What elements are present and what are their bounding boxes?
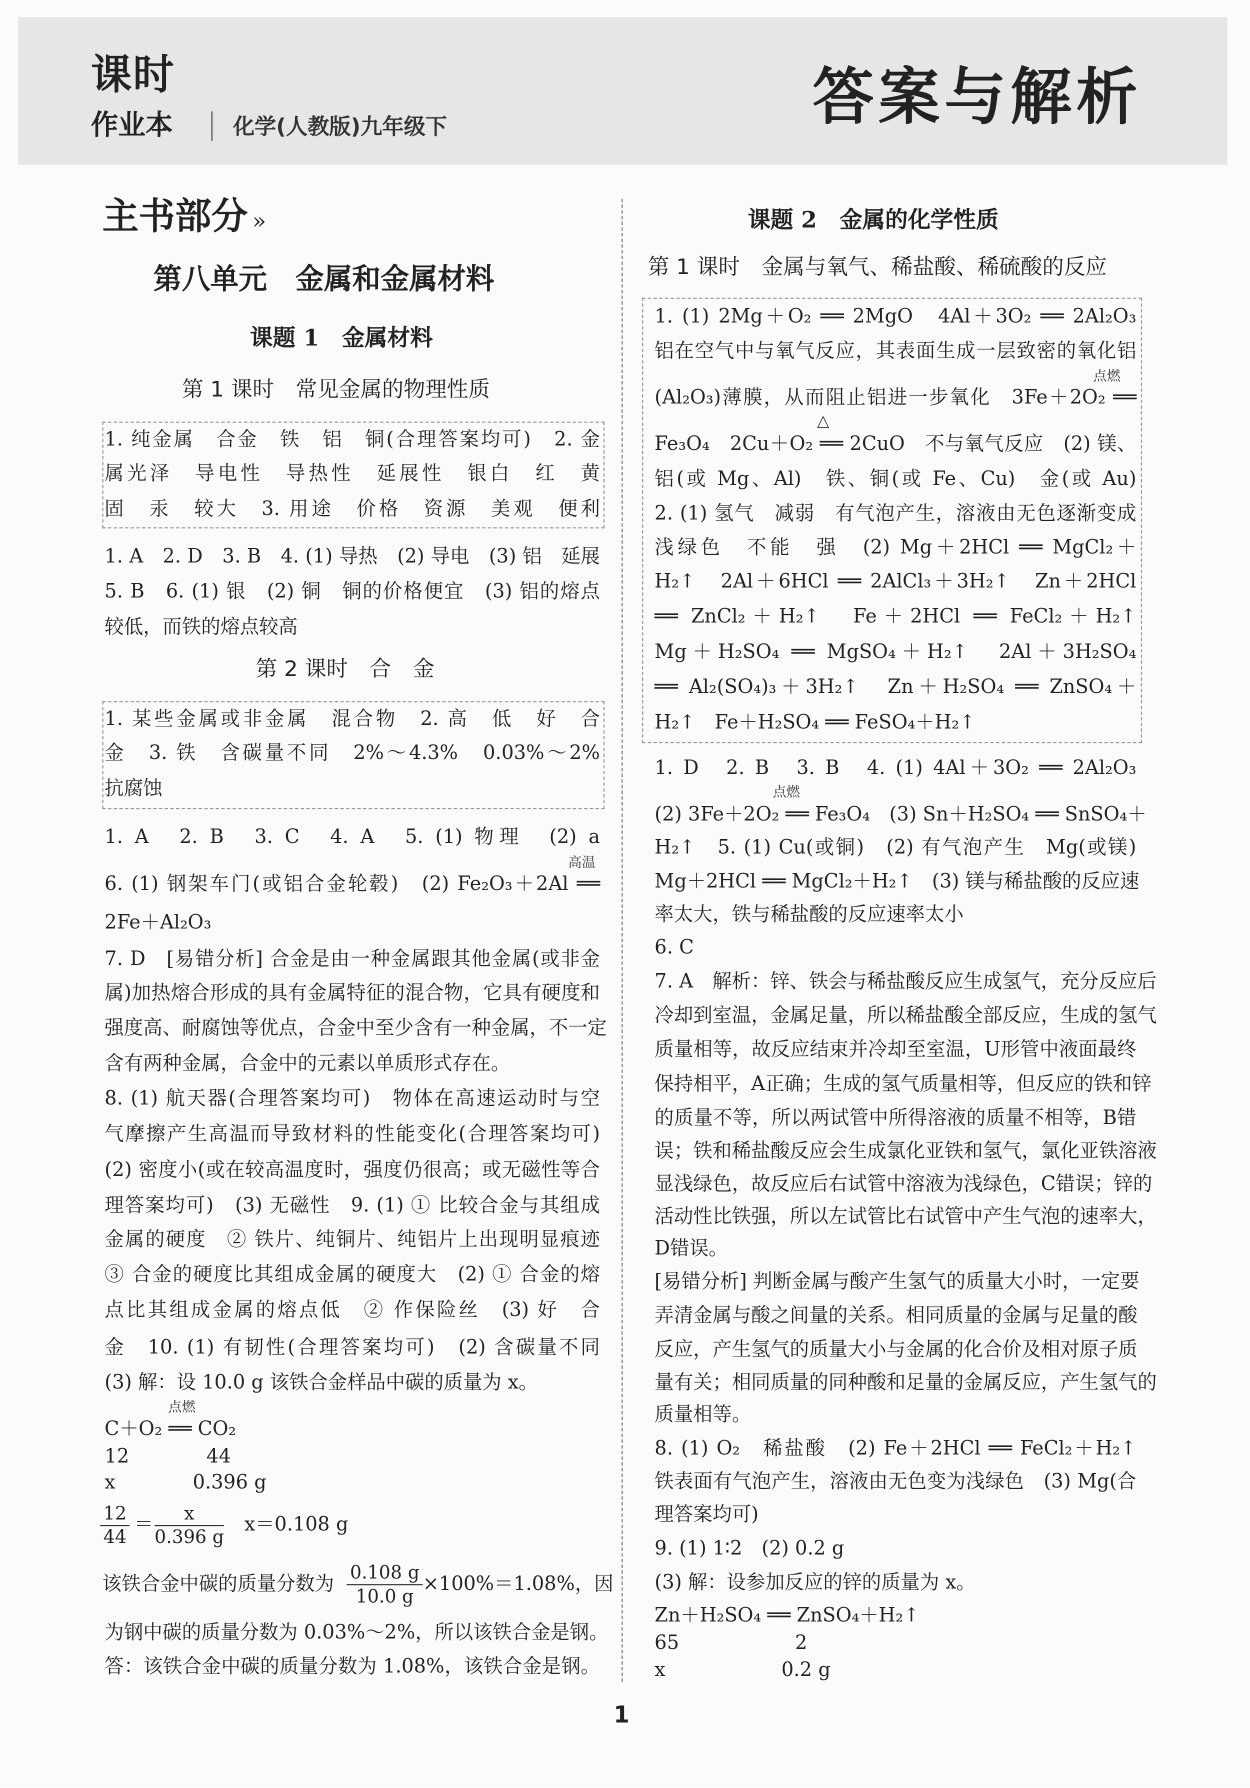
- lesson-title: 第 2 课时 合 金: [255, 656, 435, 682]
- answer-line: 理答案均可): [654, 1503, 759, 1527]
- reaction-condition: 点燃: [1093, 368, 1121, 385]
- equals-sign: ＝: [134, 1513, 154, 1537]
- answer-line: 固 汞 较大 3. 用途 价格 资源 美观 便利: [104, 497, 600, 521]
- denominator: 0.396 g: [154, 1526, 225, 1548]
- answer-line: 7. A 解析：锌、铁会与稀盐酸反应生成氢气，充分反应后: [654, 970, 1157, 994]
- answer-line: x 0.2 g: [654, 1659, 831, 1682]
- answer-line: 理答案均可) (3) 无磁性 9. (1) ① 比较合金与其组成: [104, 1194, 600, 1218]
- answer-line: 65 2: [654, 1631, 808, 1655]
- answer-line: ══ Al₂(SO₄)₃＋3H₂↑ Zn＋H₂SO₄ ══ ZnSO₄＋: [654, 676, 1137, 699]
- page-number: 1: [613, 1701, 630, 1729]
- answer-line: (Al₂O₃)薄膜，从而阻止铝进一步氧化 3Fe＋2O₂ ══: [654, 386, 1137, 410]
- answer-line: (3) 解：设 10.0 g 该铁合金样品中碳的质量为 x。: [104, 1371, 538, 1395]
- ratio-result: x＝0.108 g: [244, 1513, 349, 1537]
- answer-line: 6. (1) 钢架车门(或铝合金轮毂) (2) Fe₂O₃＋2Al ══: [104, 872, 600, 896]
- answer-line: Mg＋2HCl ══ MgCl₂＋H₂↑ (3) 镁与稀盐酸的反应速: [654, 870, 1140, 894]
- numerator: x: [155, 1502, 224, 1526]
- answer-line: 8. (1) 航天器(合理答案均可) 物体在高速运动时与空: [104, 1087, 600, 1111]
- answer-line: 量有关；相同质量的同种酸和足量的金属反应，产生氢气的: [654, 1371, 1157, 1395]
- denominator: 10.0 g: [355, 1585, 414, 1607]
- answer-line: 6. C: [654, 936, 694, 960]
- answer-line: Zn＋H₂SO₄ ══ ZnSO₄＋H₂↑: [654, 1604, 920, 1628]
- answer-line: 1. D 2. B 3. B 4. (1) 4Al＋3O₂ ══ 2Al₂O₃: [654, 756, 1137, 780]
- answer-line: 误；铁和稀盐酸反应会生成氯化亚铁和氢气，氯化亚铁溶液: [654, 1139, 1157, 1163]
- lesson-title: 第 1 课时 金属与氧气、稀盐酸、稀硫酸的反应: [647, 254, 1108, 280]
- answer-line: 属光泽 导电性 导热性 延展性 银白 红 黄: [104, 462, 600, 486]
- answer-line: 冷却到室温，金属足量，所以稀盐酸全部反应，生成的氢气: [654, 1004, 1157, 1028]
- answer-line: 1. 某些金属或非金属 混合物 2. 高 低 好 合: [104, 707, 600, 731]
- answer-line: 保持相平，A正确；生成的氢气质量相等，但反应的铁和锌: [654, 1072, 1152, 1096]
- answer-line: 1. 纯金属 合金 铁 铝 铜(合理答案均可) 2. 金: [104, 428, 600, 452]
- answer-line: 金属的硬度 ② 铁片、纯铜片、纯铝片上出现明显痕迹: [104, 1228, 600, 1252]
- ratio-fraction-right: [155, 1502, 224, 1549]
- answer-line: Mg＋H₂SO₄ ══ MgSO₄＋H₂↑ 2Al＋3H₂SO₄: [654, 640, 1137, 664]
- answer-line: 2Fe＋Al₂O₃: [104, 911, 212, 935]
- answer-line: (3) 解：设参加反应的锌的质量为 x。: [654, 1571, 976, 1595]
- ratio-fraction-left: [100, 1502, 130, 1549]
- answer-line: 为钢中碳的质量分数为 0.03%～2%，所以该铁合金是钢。: [104, 1621, 609, 1645]
- answer-line: 2. (1) 氢气 减弱 有气泡产生，溶液由无色逐渐变成: [654, 502, 1137, 525]
- answer-line: 8. (1) O₂ 稀盐酸 (2) Fe＋2HCl ══ FeCl₂＋H₂↑: [654, 1437, 1137, 1461]
- answer-line: 7. D [易错分析] 合金是由一种金属跟其他金属(或非金: [104, 947, 600, 971]
- denominator: 44: [103, 1526, 127, 1548]
- answer-line: 1. A 2. D 3. B 4. (1) 导热 (2) 导电 (3) 铝 延展: [104, 545, 600, 569]
- answer-line: 强度高、耐腐蚀等优点，合金中至少含有一种金属，不一定: [104, 1017, 607, 1040]
- answer-line: 1. A 2. B 3. C 4. A 5. (1) 物理 (2) a: [104, 826, 600, 849]
- answer-line: 12 44: [104, 1445, 231, 1469]
- topic-title: 课题 2 金属的化学性质: [747, 205, 999, 233]
- answer-line: 5. B 6. (1) 银 (2) 铜 铜的价格便宜 (3) 铝的熔点: [104, 580, 600, 604]
- answer-line: 抗腐蚀: [104, 777, 163, 800]
- answer-line: 点比其组成金属的熔点低 ② 作保险丝 (3) 好 合: [104, 1298, 600, 1322]
- answer-line: 弄清金属与酸之间量的关系。相同质量的金属与足量的酸: [654, 1304, 1138, 1328]
- mass-fraction: [347, 1561, 423, 1608]
- answer-line: Fe₃O₄ 2Cu＋O₂ ══ 2CuO 不与氧气反应 (2) 镁、: [654, 432, 1137, 456]
- mass-fraction-text: 该铁合金中碳的质量分数为: [102, 1572, 335, 1596]
- answer-line: 的质量不等，所以两试管中所得溶液的质量不相等，B错: [654, 1106, 1137, 1130]
- logo-line2: 作业本: [90, 109, 173, 141]
- numerator: 12: [100, 1502, 130, 1526]
- answer-line: 气摩擦产生高温而导致材料的性能变化(合理答案均可): [104, 1122, 600, 1146]
- answer-line: 含有两种金属，合金中的元素以单质形式存在。: [104, 1052, 511, 1075]
- answer-line: [易错分析] 判断金属与酸产生氢气的质量大小时，一定要: [654, 1270, 1140, 1294]
- answer-line: 反应，产生氢气的质量大小与金属的化合价及相对原子质: [654, 1338, 1138, 1362]
- answer-line: 较低，而铁的熔点较高: [104, 615, 298, 639]
- answer-line: C＋O₂ ══ CO₂: [104, 1418, 237, 1441]
- answer-line: 活动性比铁强，所以左试管比右试管中产生气泡的速率大，: [654, 1205, 1157, 1229]
- answer-line: D错误。: [654, 1237, 728, 1261]
- answer-line: 9. (1) 1∶2 (2) 0.2 g: [654, 1537, 845, 1561]
- logo-line1: 课时: [90, 52, 176, 99]
- answer-line: 铁表面有气泡产生，溶液由无色变为浅绿色 (3) Mg(合: [654, 1470, 1137, 1494]
- answer-line: (2) 密度小(或在较高温度时，强度仍很高；或无磁性等合: [104, 1159, 600, 1182]
- answer-line: 质量相等，故反应结束并冷却至室温，U形管中液面最终: [654, 1038, 1137, 1062]
- answer-line: 1. (1) 2Mg＋O₂ ══ 2MgO 4Al＋3O₂ ══ 2Al₂O₃: [654, 305, 1137, 329]
- mass-fraction-result: ×100%＝1.08%，因: [422, 1572, 614, 1596]
- answer-line: H₂↑ 5. (1) Cu(或铜) (2) 有气泡产生 Mg(或镁): [654, 836, 1137, 860]
- reaction-condition: 点燃: [772, 784, 801, 800]
- answer-line: H₂↑ 2Al＋6HCl ══ 2AlCl₃＋3H₂↑ Zn＋2HCl: [654, 570, 1137, 594]
- topic-title: 课题 1 金属材料: [249, 323, 433, 352]
- answer-line: 率太大，铁与稀盐酸的反应速率太小: [654, 903, 964, 927]
- answer-line: 属)加热熔合形成的具有金属特征的混合物，它具有硬度和: [104, 981, 600, 1005]
- reaction-condition: 高温: [568, 854, 596, 871]
- answer-line: H₂↑ Fe＋H₂SO₄ ══ FeSO₄＋H₂↑: [654, 711, 976, 735]
- section-mark: »: [252, 206, 267, 235]
- answer-line: 铝(或 Mg、Al) 铁、铜(或 Fe、Cu) 金(或 Au): [654, 468, 1137, 491]
- answer-line: 答：该铁合金中碳的质量分数为 1.08%，该铁合金是钢。: [104, 1655, 600, 1679]
- answer-line: (2) 3Fe＋2O₂ ══ Fe₃O₄ (3) Sn＋H₂SO₄ ══ SnSO₄＋: [654, 803, 1147, 827]
- unit-title: 第八单元 金属和金属材料: [153, 262, 495, 296]
- answer-line: 显浅绿色，故反应后右试管中溶液为浅绿色，C错误；锌的: [654, 1172, 1153, 1196]
- answer-line: ══ ZnCl₂＋H₂↑ Fe＋2HCl ══ FeCl₂＋H₂↑: [654, 605, 1137, 629]
- answer-line: 金 10. (1) 有韧性(合理答案均可) (2) 含碳量不同: [104, 1336, 600, 1360]
- answer-line: 浅绿色 不能 强 (2) Mg＋2HCl ══ MgCl₂＋: [654, 536, 1137, 560]
- answer-line: 金 3. 铁 含碳量不同 2%～4.3% 0.03%～2%: [104, 742, 600, 765]
- answer-line: ③ 合金的硬度比其组成金属的硬度大 (2) ① 合金的熔: [104, 1263, 600, 1287]
- lesson-title: 第 1 课时 常见金属的物理性质: [181, 377, 490, 403]
- header-divider: [211, 111, 212, 141]
- section-title: [102, 193, 266, 243]
- answer-line: 铝在空气中与氧气反应，其表面生成一层致密的氧化铝: [654, 339, 1137, 363]
- page-title: 答案与解析: [812, 61, 1143, 133]
- answer-line: 质量相等。: [654, 1403, 752, 1427]
- answer-line: x 0.396 g: [104, 1471, 267, 1495]
- section-label: 主书部分: [102, 194, 248, 238]
- reaction-condition: 点燃: [168, 1398, 196, 1415]
- book-subject: 化学(人教版)九年级下: [232, 114, 448, 140]
- column-divider: [622, 199, 623, 1682]
- numerator: 0.108 g: [347, 1561, 423, 1585]
- reaction-condition: △: [817, 412, 830, 431]
